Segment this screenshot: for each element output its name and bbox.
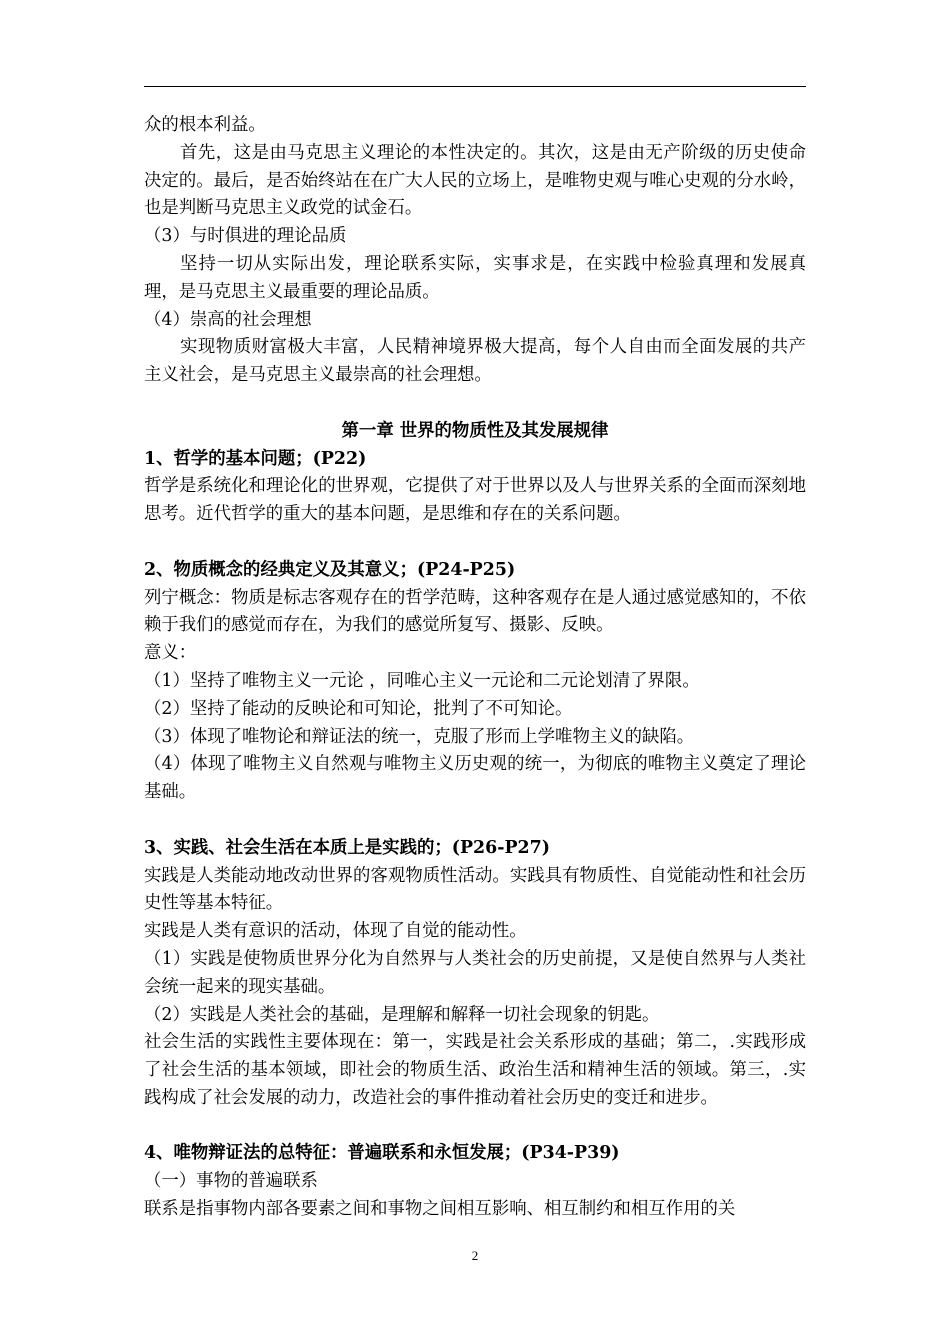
paragraph: 联系是指事物内部各要素之间和事物之间相互影响、相互制约和相互作用的关 <box>144 1199 736 1220</box>
paragraph: 首先，这是由马克思主义理论的本性决定的。其次，这是由无产阶级的历史使命决定的。最后，是否始终站在在广大人民的立场上，是唯物史观与唯心史观的分水岭，也是判断马克思主义政党的试金石。 <box>144 142 806 219</box>
paragraph: 实践是人类有意识的活动，体现了自觉的能动性。 <box>144 921 527 942</box>
paragraph: 实现物质财富极大丰富，人民精神境界极大提高，每个人自由而全面发展的共产主义社会，是马克思主义最崇高的社会理想。 <box>144 337 806 386</box>
list-item: （1）实践是使物质世界分化为自然界与人类社会的历史前提，又是使自然界与人类社会统一起来的现实基础。 <box>144 948 806 997</box>
page-number: 2 <box>471 1248 479 1263</box>
section-heading: 4、唯物辩证法的总特征：普遍联系和永恒发展；(P34-P39) <box>144 1143 620 1164</box>
list-item: （2）坚持了能动的反映论和可知论，批判了不可知论。 <box>144 698 573 719</box>
chapter-title: 第一章 世界的物质性及其发展规律 <box>341 420 609 441</box>
paragraph: 意义： <box>144 643 197 664</box>
subheading: （3）与时俱进的理论品质 <box>144 226 347 247</box>
subheading: （一）事物的普遍联系 <box>144 1171 318 1192</box>
header-rule <box>144 86 806 87</box>
list-item: （4）体现了唯物主义自然观与唯物主义历史观的统一，为彻底的唯物主义奠定了理论基础。 <box>144 754 806 803</box>
paragraph: 哲学是系统化和理论化的世界观，它提供了对于世界以及人与世界关系的全面而深刻地思考。近代哲学的重大的基本问题，是思维和存在的关系问题。 <box>144 476 806 525</box>
paragraph: 列宁概念：物质是标志客观存在的哲学范畴，这种客观存在是人通过感觉感知的，不依赖于我们的感觉而存在，为我们的感觉所复写、摄影、反映。 <box>144 587 806 636</box>
section-heading: 1、哲学的基本问题；(P22) <box>144 448 367 469</box>
paragraph: 社会生活的实践性主要体现在：第一，实践是社会关系形成的基础；第二，.实践形成了社会生活的基本领域，即社会的物质生活、政治生活和精神生活的领域。第三，.实践构成了社会发展的动力，改造社会的事件推动着社会历史的变迁和进步。 <box>144 1032 806 1108</box>
section-heading: 2、物质概念的经典定义及其意义；(P24-P25) <box>144 559 516 580</box>
list-item: （2）实践是人类社会的基础，是理解和解释一切社会现象的钥匙。 <box>144 1004 660 1025</box>
section-heading: 3、实践、社会生活在本质上是实践的；(P26-P27) <box>144 837 550 858</box>
list-item: （3）体现了唯物论和辩证法的统一，克服了形而上学唯物主义的缺陷。 <box>144 726 695 747</box>
paragraph: 众的根本利益。 <box>144 115 266 135</box>
document-body <box>144 112 806 1224</box>
paragraph: 实践是人类能动地改动世界的客观物质性活动。实践具有物质性、自觉能动性和社会历史性等基本特征。 <box>144 865 806 914</box>
list-item: （1）坚持了唯物主义一元论 ，同唯心主义一元论和二元论划清了界限。 <box>144 670 700 691</box>
paragraph: 坚持一切从实际出发，理论联系实际，实事求是，在实践中检验真理和发展真理，是马克思主义最重要的理论品质。 <box>144 253 806 302</box>
subheading: （4）崇高的社会理想 <box>144 309 312 330</box>
